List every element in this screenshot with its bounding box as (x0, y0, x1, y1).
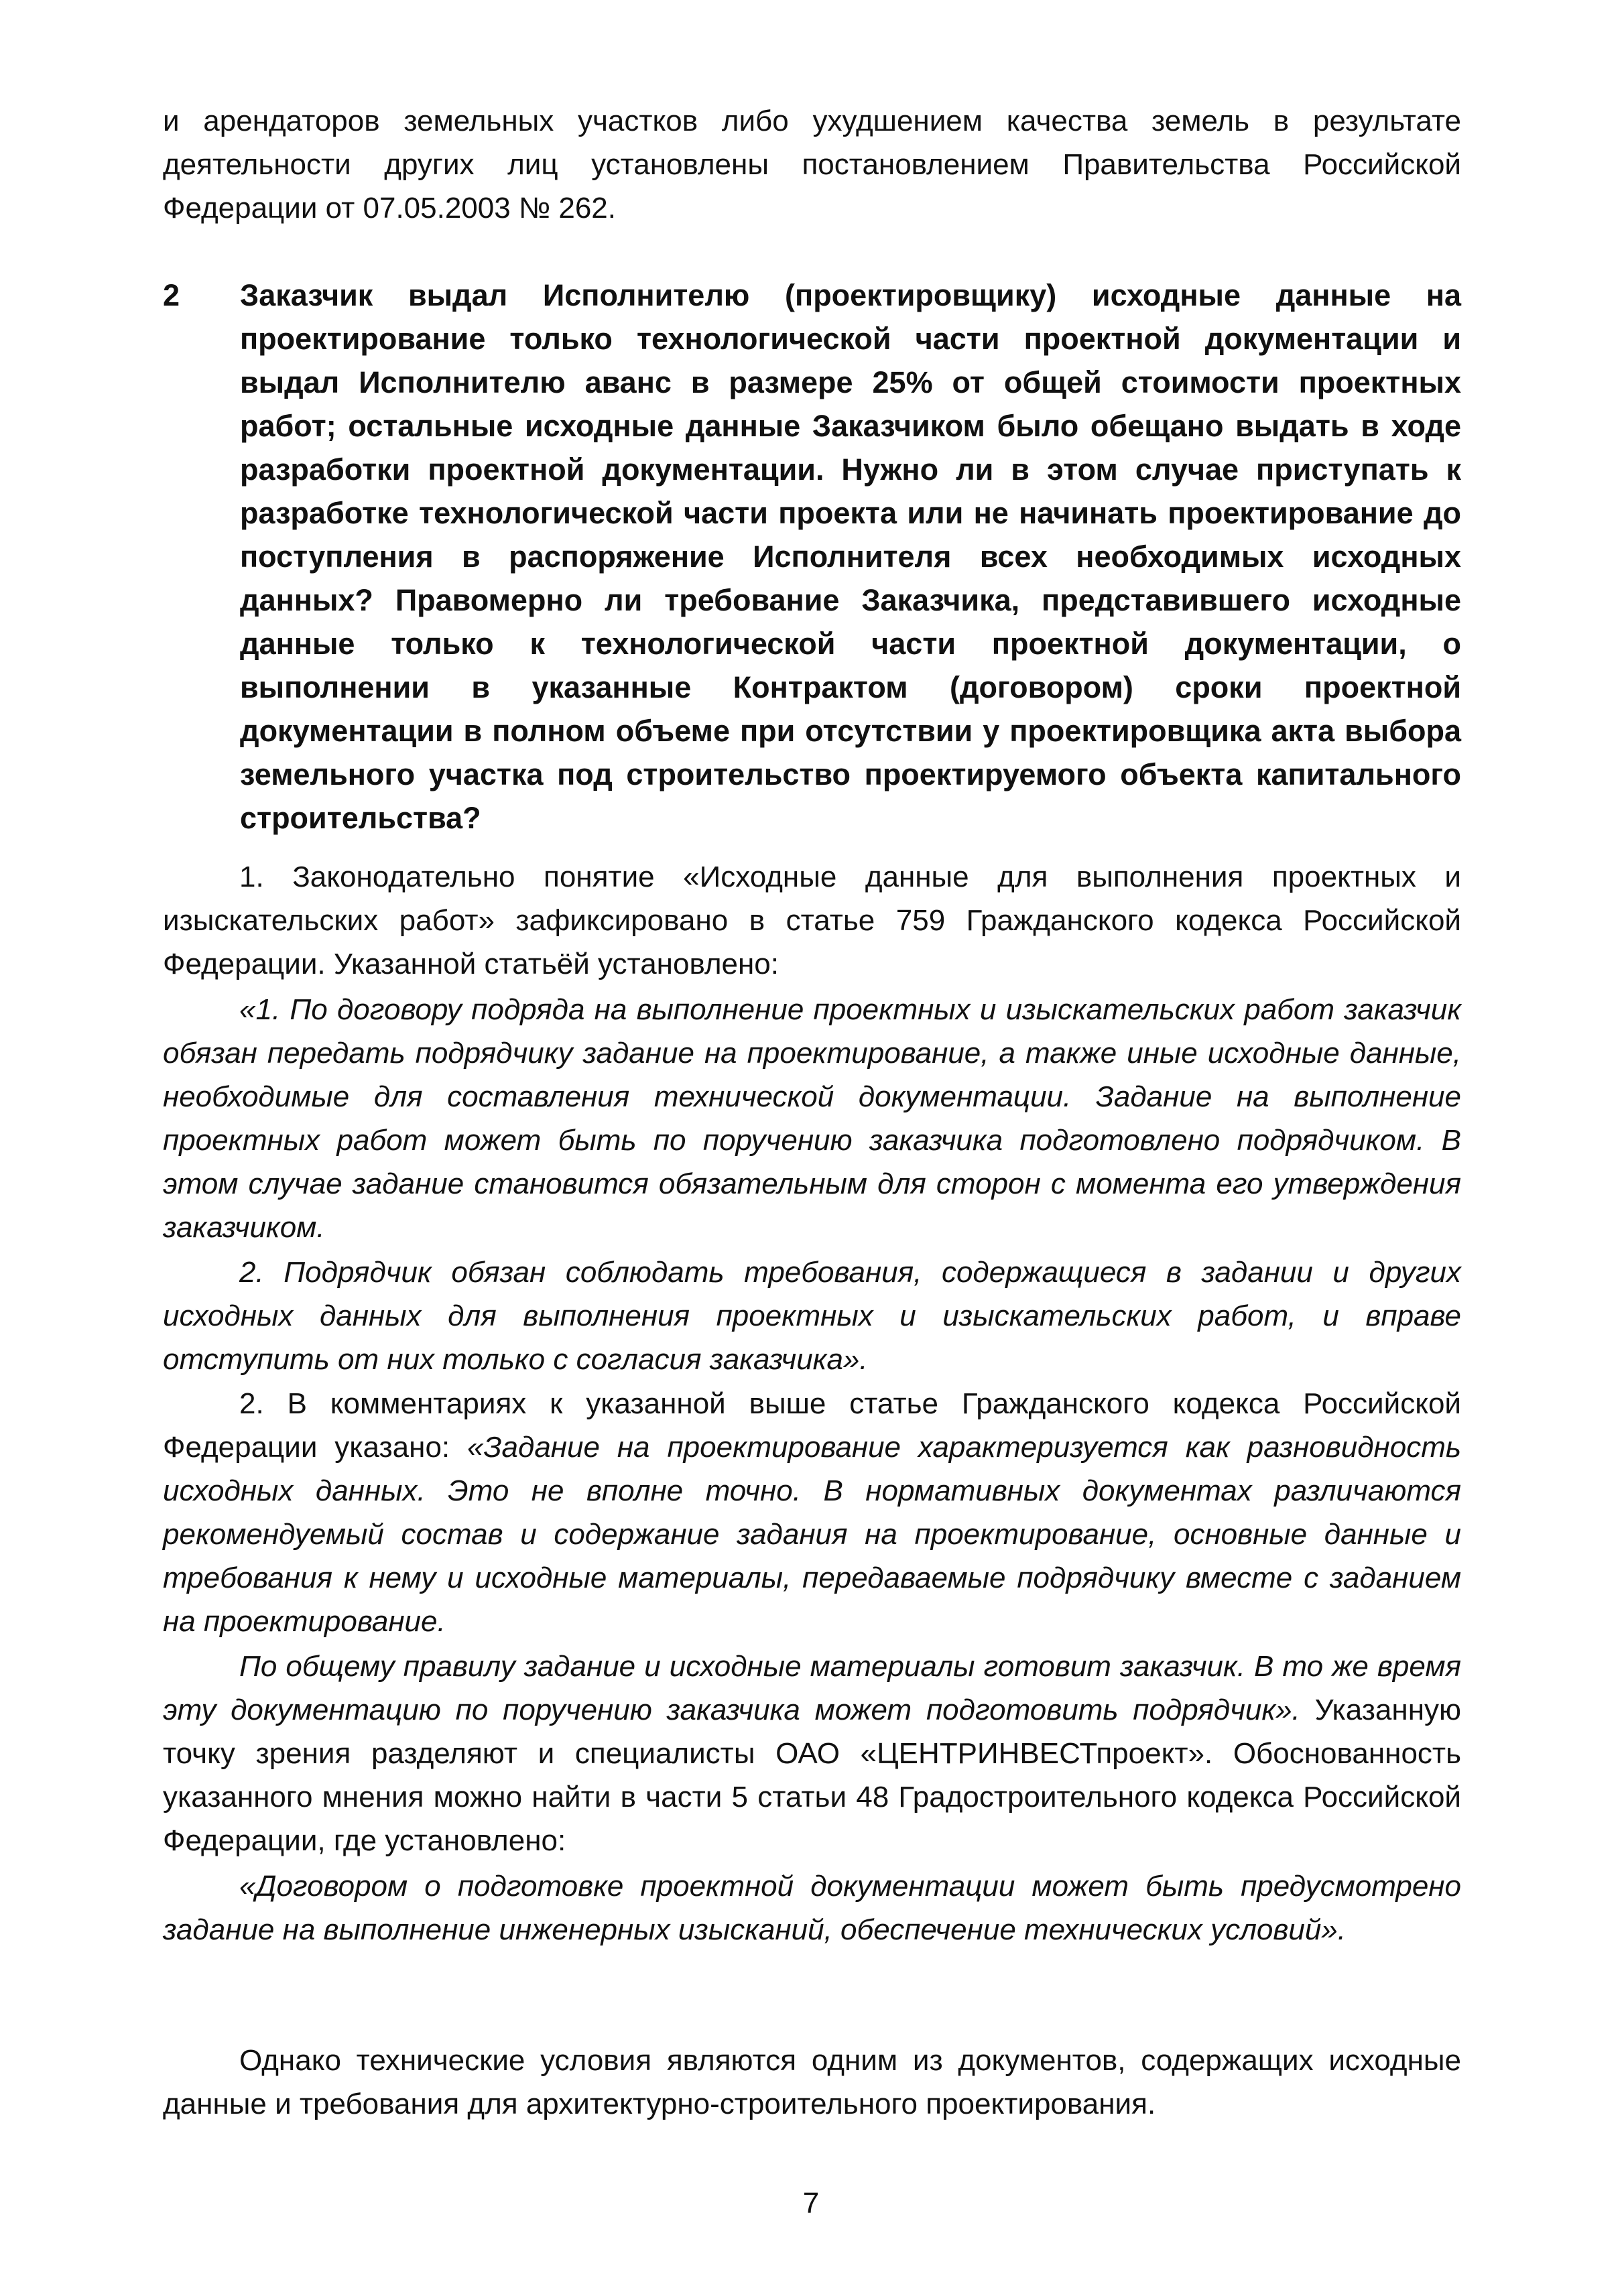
answer-paragraph-2-lead: 2. В комментариях к указанной выше статье Гражданского кодекса Российской Федерации указано: (163, 1387, 1461, 1464)
page-number: 7 (802, 2187, 820, 2220)
gradostroitelny-code-quote-text: «Договором о подготовке проектной документации может быть предусмотрено задание на выполнение инженерных изысканий, обеспечение технических условий». (163, 1870, 1461, 1946)
answer-paragraph-4-text: Однако технические условия являются одним из документов, содержащих исходные данные и требования для архитектурно-строительного проектирования. (163, 2044, 1461, 2120)
intro-text: и арендаторов земельных участков либо ухудшением качества земель в результате деятельности других лиц установлены постановлением Правительства Российской Федерации от 07.05.2003 № 262. (163, 105, 1461, 225)
commentary-quote: «Задание на проектирование характеризуется как разновидность исходных данных. Это не вполне точно. В нормативных документах различаются рекомендуемый состав и содержание задания на проектирование, основные данные и требования к нему и исходные материалы, передаваемые подрядчику вместе с заданием на проектирование. (163, 1431, 1461, 1638)
question-number: 2 (163, 278, 180, 312)
intro-paragraph (163, 99, 1461, 230)
answer-paragraph-3-text: Указанную точку зрения разделяют и специалисты ОАО «ЦЕНТРИНВЕСТпроект». Обоснованность указанного мнения можно найти в части 5 статьи 48 Градостроительного кодекса Российской Федерации, где установлено: (163, 1694, 1461, 1857)
question-text: Заказчик выдал Исполнителю (проектировщику) исходные данные на проектирование только технологической части проектной документации и выдал Исполнителю аванс в размере 25% от общей стоимости проектных работ; остальные исходные данные Заказчиком было обещано выдать в ходе разработки проектной документации. Нужно ли в этом случае приступать к разработке технологической части проекта или не начинать проектирование до поступления в распоряжение Исполнителя всех необходимых исходных данных? Правомерно ли требование Заказчика, представившего исходные данные только к технологической части проектной документации, о выполнении в указанные Контрактом (договором) сроки проектной документации в полном объеме при отсутствии у проектировщика акта выбора земельного участка под строительство проектируемого объекта капитального строительства? (240, 278, 1461, 835)
article-759-quote-1 (163, 988, 1461, 1249)
commentary-quote-continued: По общему правилу задание и исходные материалы готовит заказчик. В то же время эту документацию по поручению заказчика может подготовить подрядчик». (163, 1650, 1461, 1726)
gradostroitelny-code-quote (163, 1864, 1461, 1952)
article-759-quote-1-text: «1. По договору подряда на выполнение проектных и изыскательских работ заказчик обязан передать подрядчику задание на проектирование, а также иные исходные данные, необходимые для составления технической документации. Задание на выполнение проектных работ может быть по поручению заказчика подготовлено подрядчиком. В этом случае задание становится обязательным для сторон с момента его утверждения заказчиком. (163, 993, 1461, 1244)
article-759-quote-2 (163, 1251, 1461, 1381)
article-759-quote-2-text: 2. Подрядчик обязан соблюдать требования, содержащиеся в задании и других исходных данных для выполнения проектных и изыскательских работ, и вправе отступить от них только с согласия заказчика». (163, 1256, 1461, 1376)
answer-paragraph-1-text: 1. Законодательно понятие «Исходные данные для выполнения проектных и изыскательских работ» зафиксировано в статье 759 Гражданского кодекса Российской Федерации. Указанной статьёй установлено: (163, 860, 1461, 980)
answer-paragraph-2 (163, 1382, 1461, 1643)
answer-paragraph-3 (163, 1645, 1461, 1862)
answer-paragraph-1 (163, 855, 1461, 986)
answer-paragraph-4 (163, 2039, 1461, 2126)
